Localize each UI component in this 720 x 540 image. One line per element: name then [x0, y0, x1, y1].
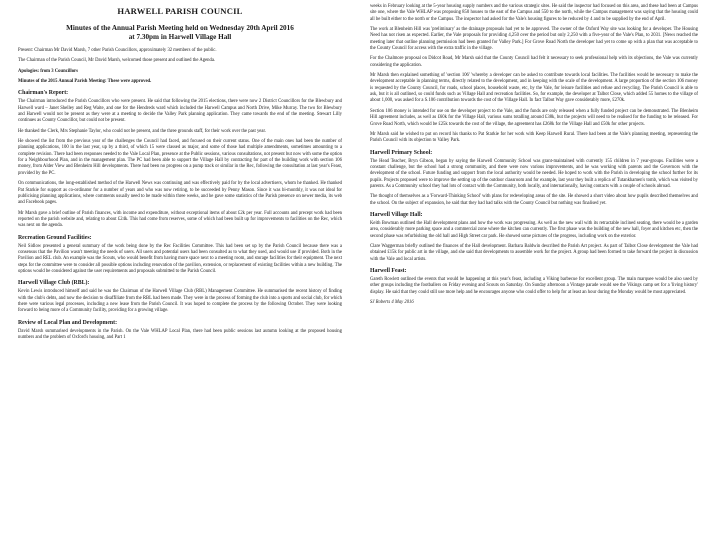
right-column	[360, 0, 710, 540]
right-paragraph-6: Mr Marsh said he wished to put on record his thanks to Pat Starkie for her work with Keep Harwell Rural. There had been at the Vale's planning meeting, representing the Parish Council with its objection to Valley Park.	[370, 131, 698, 144]
village-hall-heading: Harwell Village Hall:	[370, 211, 423, 218]
subtitle-line-1: Minutes of the Annual Parish Meeting held on Wednesday 20th April 2016	[66, 24, 294, 32]
recreation-heading: Recreation Ground Facilities:	[18, 234, 92, 241]
subtitle-line-2: at 7.30pm in Harwell Village Hall	[128, 33, 232, 41]
chairman-paragraph-4: On communications, the long-established method of the Harwell News was continuing and was effectively paid for by the local advertisers, whom he thanked. He thanked Pat Starkie for support as co-ordinator for a number of years and who was now retiring, to be succeeded by Penny Mason. Since it was bi-monthly, it was not ideal for publicising planning applications, where comments usually need to be made within three weeks, and he gave some statistics of the Parish presence on newer media, its web and Facebook pages.	[18, 181, 342, 206]
present-paragraph: Present: Chairman Mr David Marsh, 7 other Parish Councillors, approximately 32 members of the public.	[18, 48, 217, 53]
primary-school-heading: Harwell Primary School:	[370, 149, 433, 156]
feast-paragraph: Gareth Rowlett outlined the events that would be happening at this year's feast, including a Viking barbecue for excellent group. The main marquee would be also used by other groups including the footballers on Friday evening and Scouts on Saturday. On Sunday afternoon a Vintage parade would see the Vikings camp set for a 'living history' display. He said that they could still use more help and he encourages anyone who could offer to help for at least an hour during the Monday would be most appreciated.	[370, 277, 698, 295]
document-title: HARWELL PARISH COUNCIL	[117, 6, 243, 16]
welcome-paragraph: The Chairman of the Parish Council, Mr David Marsh, welcomed those present and outlined the Agenda.	[18, 58, 216, 64]
apologies-heading: Apologies: from 3 Councillors	[18, 68, 78, 74]
village-club-paragraph: Kevin Lewis introduced himself and said he was the Chairman of the Harwell Village Club (RBL) Management Committee. He summarised the recent history of finding with the club's debts, and now the decision to disaffiliate from the RBL had been made. They were in the process of forming the club into a sports and social club, for which there were various legal processes, including a new lease from the Parish Council. It was hoped to complete the process by the following October. They were looking forward to being more of a Community facility, providing for a growing village.	[18, 289, 342, 314]
primary-school-paragraph-1: The Head Teacher, Bryn Gibson, began by saying the Harwell Community School was grant-maintained with currently 155 children in 7 year-groups. Facilities were a constant challenge, but the school had a strong community, and there were now various improvements, and he was working with parents and the Governors with the development of the school. Future funding and support from the local authority would be needed. He hoped to work with the Parish in developing the school further for its pupils. Projects proposed were to improve the setting up of the outdoor classroom and for example, last year they built a replica of Tutankhamen's tomb, which was visited by parents. As a Community school they had lots of contact with the Community, both locally, and internationally, having contacts with a couple of schools abroad.	[370, 158, 698, 189]
right-paragraph-2: The work at Blenheim Hill was 'preliminary' as the drainage proposals had yet to be approved. The owner of the Oxford Way site was looking for a developer. The Housing Need has not risen as expected. Earlier, the Vale proposals for providing 4,250 over the period but only 2,250 with a five-year of the Vale's Plan, to 2031. [News reached the meeting later that outline planning permission had been granted for Valley Park.] For Grove Road North the developer had yet to come up with a plan that was acceptable to the County Council for access with the extra traffic in the village.	[370, 27, 698, 52]
document-subtitle	[18, 24, 342, 42]
signoff: SJ Roberts 4 May 2016	[370, 300, 414, 306]
left-column	[0, 0, 350, 540]
right-paragraph-1: weeks in February looking at the 5-year housing supply numbers and the various strategic sites. He said the inspector had focused on this area, and these had been at Campus site one, where the Vale WHLAP was proposing 850 houses to the east of the Campus and 550 to the north, while the Campus management was saying that the housing could all be built either to the north or the Campus. The inspector had asked for the Vale's housing figures to be reduced by 4 and to be supplied by the end of April.	[370, 4, 698, 22]
village-hall-paragraph-2: Clare Waggerman briefly outlined the finances of the Hall development. Barbara Baldwin described the Parish Art project. As part of Talbot Close development the Vale had obtained £15k for public art in the village, and she said that developments to assemble work for the project. A group had been formed to take forward the project in discussion with the Vale and local artists.	[370, 243, 698, 262]
village-hall-paragraph-1: Keith Bowman outlined the Hall development plans and how the work was progressing. As well as the new wall with its retractable inclined seating, there would be a garden area, considerably more parking space and a commercial zone where the kitchen can currently. The first phase was the building of the new hall, foyer and kitchen etc, then the second phase was refurbishing the old hall and High Street car park. He showed some pictures of the progress, including work on the exterior.	[370, 220, 698, 239]
chairman-paragraph-5: Mr Marsh gave a brief outline of Parish finances, with income and expenditure, without exceptional items of about £2k per year. Full accounts and precept work had been reported on the parish website and, relating to about £24k. This had come from reserves, some of which had been built up for improvements to facilities on the Rec, which was next on the agenda.	[18, 210, 342, 229]
minutes-2015-paragraph: Minutes of the 2015 Annual Parish Meeting: These were approved.	[18, 79, 152, 85]
chairmans-report-heading: Chairman's Report:	[18, 90, 69, 97]
chairman-paragraph-2: He thanked the Clerk, Mrs Stephanie Taylor, who could not be present, and the three grounds staff, for their work over the past year.	[18, 128, 266, 134]
primary-school-paragraph-2: The thought of themselves as a 'Forward-Thinking School' with plans for redeveloping areas of the site. He showed a short video about how pupils described themselves and the school. On the subject of expansion, he said that they had had talks with the County Council but nothing was finalised yet.	[370, 194, 698, 206]
feast-heading: Harwell Feast:	[370, 268, 407, 274]
right-paragraph-5: Section 106 money is intended for use on the developer project to the Vale, and the funds are only released when a fully funded project can be demonstrated. The Blenheim Hill agreement includes, as well as £60k for the Village Hall, various sums totalling around £38k, but the projects will need to be realised for the funding to be released. For Grove Road North, which would be £25k towards the cost of the village, the agreement has £268k for the Village Hall and £50k for other projects.	[370, 108, 698, 127]
chairman-paragraph-3: He showed the list from the previous year of the challenges the Council had faced, and focused on their current status. One of the main ones had been the number of planning applications, 100 in the last year, up by a third, of which 15 were classed as major, and some of those had multiple amendments, sometimes amounting to a complete revision. There had been responses needed to the Vale Local Plan, presence at the Public sessions, various consultations, not present but now with some the option for a Neighbourhood Plan, and in the management plan. The PC had been able to support the Village Hall by contracting for part of the building work with section 106 money, from Alder View and Blenheim Hill developments. There had been no progress on a pump track or similar in the Rec, following the consultation at last year's Feast, provided by the PC.	[18, 139, 342, 176]
chairman-paragraph-1: The Chairman introduced the Parish Councillors who were present. He said that following the 2015 elections, there were now 2 District Councillors for the Blewbury and Harwell ward – Janet Shelley and Reg Waite, and one for the Hendreds ward which included the Harwell Campus and North Drive, Mike Murray. The two for Blewbury and Harwell would not be present as they were at a meeting to decide the Valley Park planning application. They came towards the end of the meeting. Stewart Lilly continues as County Councillor, but could not be present.	[18, 99, 342, 124]
local-plan-heading: Review of Local Plan and Development:	[18, 319, 118, 326]
right-paragraph-4: Mr Marsh then explained something of 'section 106' 'whereby a developer can be asked to contribute towards local facilities. The facilities would be necessary to make the development acceptable in planning terms, directly related to the development, and in keeping with the scale of the development. A large proportion of the section 106 money is requested by the County Council, for roads, school places, household waste, etc, by the Vale, for leisure facilities and refuse and recycling. The Parish Council is able to ask, but it is all outlined, so could funds such as Village Hall and recreation facilities. So, for example, the developer at Talbot Close, which added 55 homes to the village of about 1,000, was asked for a S.106 contribution towards the cost of the Village Hall. In fact Talbot Way gave considerably more, £270k.	[370, 73, 698, 104]
local-plan-paragraph: David Marsh summarised developments in the Parish. On the Vale WHLAP Local Plan, there had been public sessions last autumn looking at the proposed housing numbers and the problem of Oxford's housing, and Part 1	[18, 328, 342, 340]
village-club-heading: Harwell Village Club (RBL):	[18, 280, 90, 287]
right-paragraph-3: For the Chalmore proposal on Didcot Road, Mr Marsh said that the County Council had felt it necessary to seek professional help with its objections, the Vale was currently considering the application.	[370, 56, 698, 68]
recreation-paragraph: Neil Sidlow presented a general summary of the work being done by the Rec Facilities Committee. This had been set up by the Parish Council because there was a consensus that the Pavilion wasn't meeting the needs of users. All users and potential users had been consulted as to what they used, and would use if provided. Both in the Pavilion and REL club. An example was the Scouts, who would benefit from having more space next to a meeting room, and storage facilities for their equipment. The next steps for the committee were to consider all possible options including renovation of the pavilion, extension, or replacement of existing facilities within a new building. The options would be considered against the user requirements and proposals submitted to the Parish Council.	[18, 243, 342, 274]
